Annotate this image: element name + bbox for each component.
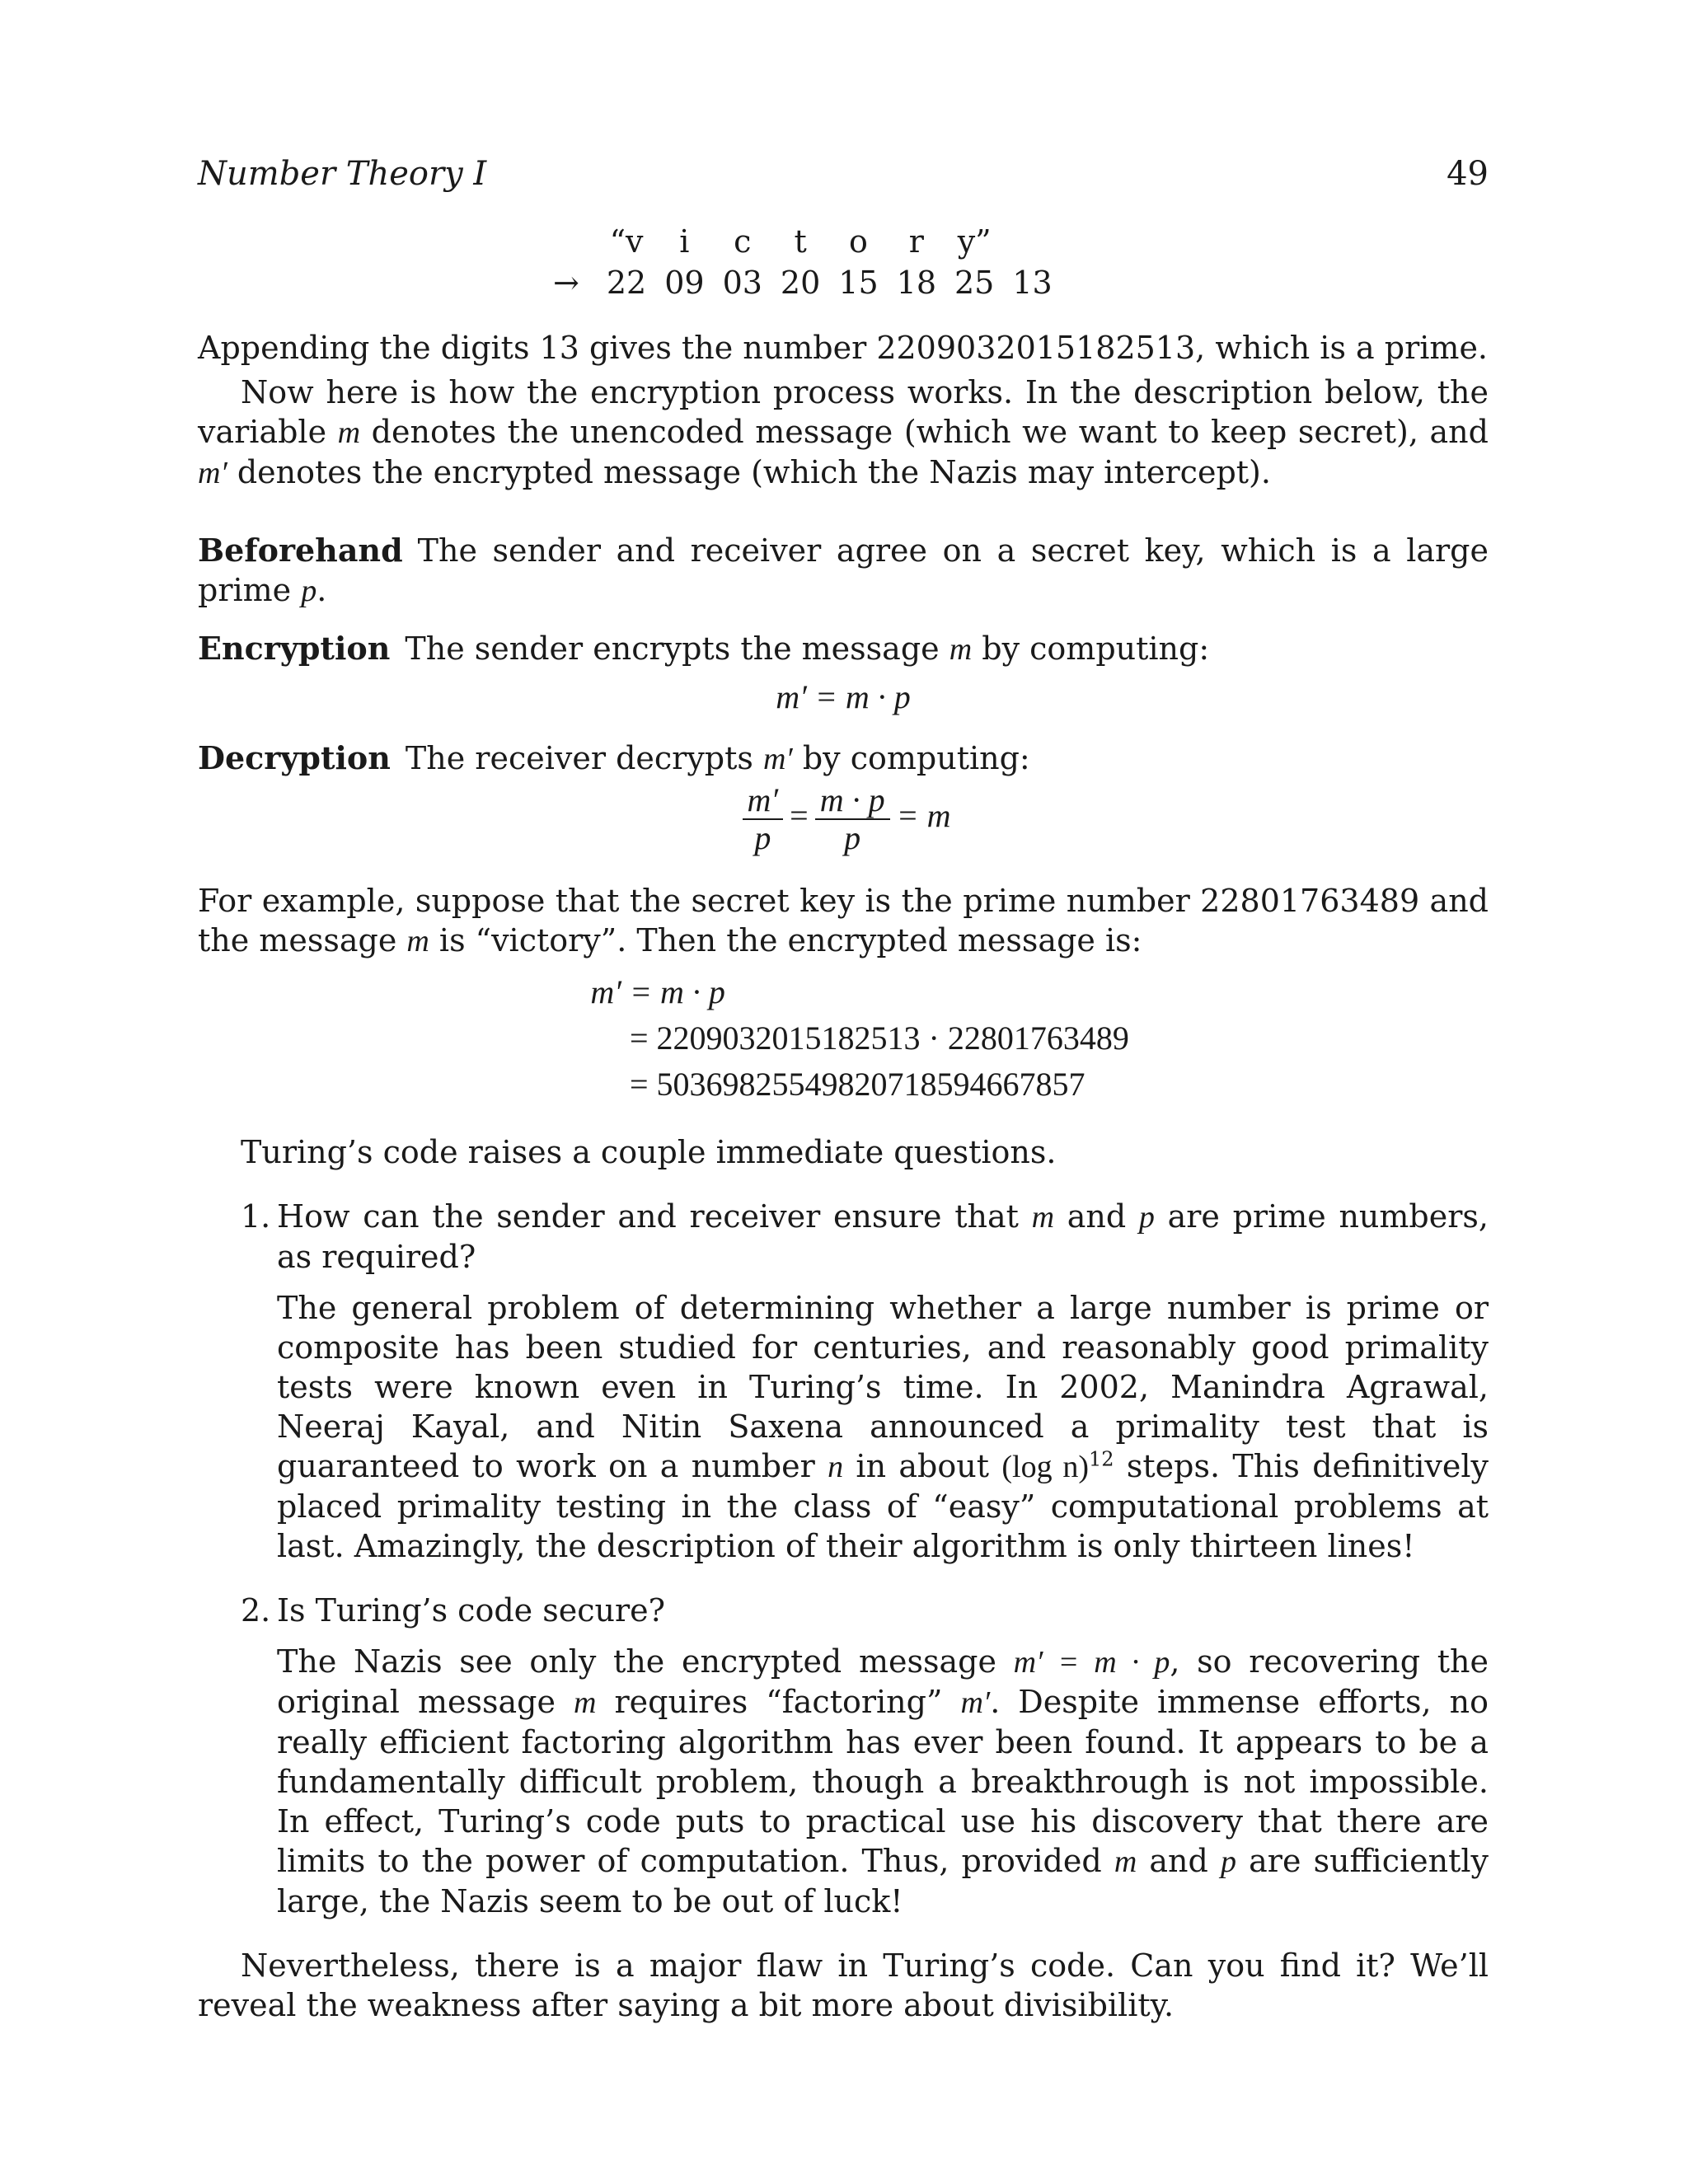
text: How can the sender and receiver ensure that: [277, 1198, 1032, 1235]
encryption-formula: m′ = m · p: [776, 678, 911, 715]
text: are sufficiently large, the Nazis seem to be out of luck!: [277, 1843, 1489, 1919]
equation-rhs: = m · p: [630, 973, 725, 1010]
denominator: p: [754, 819, 771, 856]
math-m: m: [1114, 1844, 1137, 1879]
definition-decryption: [198, 738, 1489, 779]
right-arrow-icon: →: [553, 265, 579, 301]
equation-lhs: m′: [590, 973, 621, 1010]
paragraph-append: Appending the digits 13 gives the number 2209032015182513, which is a prime.: [198, 330, 1489, 366]
list-item: [198, 1197, 1489, 1566]
denominator: p: [844, 819, 861, 856]
letter-cell: t: [794, 223, 807, 260]
definition-beforehand: [198, 531, 1489, 611]
decryption-formula: [198, 782, 1489, 856]
code-cell: 25: [954, 265, 995, 301]
text: and: [1137, 1843, 1221, 1879]
text: by computing:: [972, 630, 1210, 667]
paragraph-final: Nevertheless, there is a major flaw in Turing’s code. Can you find it? We’ll reveal the weakness after saying a bit more about divisibility.: [198, 1947, 1489, 2023]
text: The general problem of determining whether a large number is prime or composite has been studied for centuries, and reasonably good primality tests were known even in Turing’s time. In 2002, Manindra Agrawal, Neeraj Kayal, and Nitin Saxena announced a primality test that is guaranteed to work on a number: [277, 1290, 1489, 1484]
list-item: [198, 1591, 1489, 1921]
math-m-prime: m′: [198, 456, 227, 490]
numerator: m · p: [815, 782, 890, 820]
text: Now here is how the encryption process works. In the description below, the variable: [198, 374, 1489, 450]
text: is “victory”. Then the encrypted message is:: [429, 922, 1142, 958]
letter-cell: o: [849, 223, 868, 260]
answer: [277, 1288, 1489, 1566]
code-cell: 20: [780, 265, 821, 301]
math-p: p: [1221, 1844, 1236, 1879]
header-title: Number Theory I: [198, 155, 487, 193]
equals-sign: =: [790, 797, 809, 835]
text: The receiver decrypts: [405, 740, 763, 776]
text: The Nazis see only the encrypted message: [277, 1643, 1014, 1680]
text: steps. This definitively placed primality testing in the class of “easy” computational problems at last. Amazingly, the description of their algorithm is only thirteen lines!: [277, 1448, 1489, 1564]
letters-row: [544, 221, 1062, 262]
definition-label: Beforehand: [198, 532, 403, 569]
text: denotes the unencoded message (which we want to keep secret), and: [360, 414, 1489, 450]
exponent: 12: [1089, 1447, 1114, 1471]
code-cell: 22: [606, 265, 647, 301]
running-header: [198, 155, 1489, 196]
text: by computing:: [792, 740, 1030, 776]
definition-encryption: [198, 629, 1489, 669]
page-content: [198, 221, 1489, 2025]
code-cell: 18: [896, 265, 936, 301]
equation-rhs: = 50369825549820718594667857: [630, 1066, 1085, 1103]
definition-label: Encryption: [198, 630, 391, 667]
paragraph-example: [198, 881, 1489, 961]
math-m-prime: m′: [762, 742, 793, 776]
math-m: m: [949, 632, 973, 667]
math-m: m: [337, 415, 361, 450]
answer: [277, 1642, 1489, 1921]
math-n: n: [828, 1450, 844, 1484]
text: . Despite immense efforts, no really efficient factoring algorithm has ever been found. It appears to be a fundamentally difficult problem, though a breakthrough is not impossible. In effect, Turing’s code puts to practical use his discovery that there are limits to the power of computation. Thus, provided: [277, 1684, 1489, 1879]
text: are prime numbers, as required?: [277, 1198, 1489, 1275]
letter-cell: i: [679, 223, 690, 260]
letter-cell: c: [734, 223, 752, 260]
fraction: [743, 782, 784, 856]
text: denotes the encrypted message (which the Nazis may intercept).: [227, 454, 1271, 490]
text: For example, suppose that the secret key is the prime number 22801763489 and the message: [198, 883, 1489, 958]
text: and: [1054, 1198, 1139, 1235]
equation-row: [562, 1062, 1489, 1108]
code-cell: 03: [722, 265, 762, 301]
text: , so recovering the original message: [277, 1643, 1489, 1720]
code-cell: 09: [664, 265, 705, 301]
question: [277, 1197, 1489, 1277]
equation-row: [562, 1015, 1489, 1062]
math-m: m: [1031, 1200, 1055, 1235]
equation-row: [562, 969, 1489, 1015]
text: The sender encrypts the message: [405, 630, 950, 667]
math-m: m: [406, 924, 429, 958]
math-m: m: [574, 1685, 597, 1720]
math-p: p: [301, 574, 317, 608]
equation-rhs: = 2209032015182513 · 22801763489: [630, 1019, 1129, 1057]
text: .: [316, 572, 327, 608]
letter-cell: y”: [957, 223, 992, 260]
math-m-prime: m′: [960, 1685, 991, 1720]
question: Is Turing’s code secure?: [277, 1592, 666, 1629]
list-number: 2.: [241, 1592, 271, 1629]
paragraph-questions: Turing’s code raises a couple immediate questions.: [241, 1134, 1057, 1170]
equals-m: = m: [896, 797, 951, 835]
example-equation: [562, 969, 1489, 1108]
code-cell: 15: [838, 265, 879, 301]
numerator: m′: [743, 782, 784, 820]
fraction: [815, 782, 890, 856]
encoding-table: [544, 221, 1062, 303]
math-p: p: [1138, 1200, 1155, 1235]
codes-row: [544, 262, 1062, 303]
paragraph-process: [198, 373, 1489, 493]
page-number: 49: [1447, 155, 1489, 193]
math-log-n: (log n): [1001, 1450, 1089, 1484]
text: requires “factoring”: [596, 1684, 961, 1720]
list-number: 1.: [241, 1198, 271, 1235]
letter-cell: “v: [609, 223, 644, 260]
definition-label: Decryption: [198, 739, 391, 776]
text: in about: [843, 1448, 1002, 1484]
letter-cell: r: [908, 223, 924, 260]
code-cell: 13: [1012, 265, 1053, 301]
text: The sender and receiver agree on a secret key, which is a large prime: [198, 532, 1489, 608]
math-equation: m′ = m · p: [1013, 1645, 1170, 1680]
